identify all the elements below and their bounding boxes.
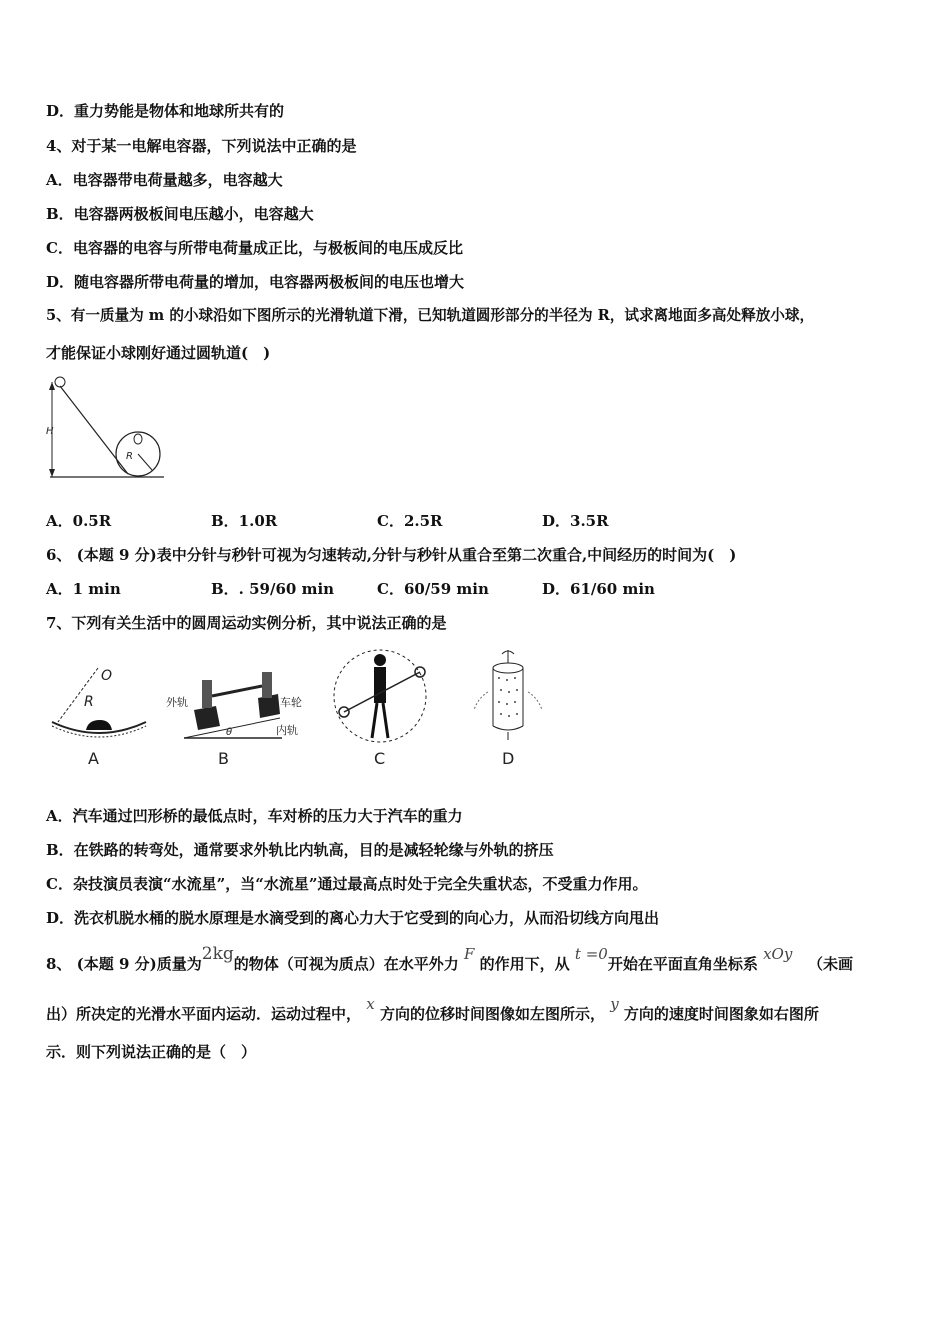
radius-line bbox=[138, 454, 152, 470]
q8-stem-line1 bbox=[46, 944, 853, 974]
q6-stem: 6、 (本题 9 分)表中分针与秒针可视为匀速转动,分针与秒针从重合至第二次重合,中间经历的时间为( ) bbox=[46, 546, 737, 564]
q7-option-a: A．汽车通过凹形桥的最低点时，车对桥的压力大于汽车的重力 bbox=[46, 807, 463, 825]
figure-a-o: O bbox=[101, 668, 113, 684]
ball-top-icon bbox=[134, 434, 142, 444]
q7-option-d: D．洗衣机脱水桶的脱水原理是水滴受到的离心力大于它受到的向心力，从而沿切线方向甩出 bbox=[46, 909, 660, 927]
q8-text-2: 的作用下，从 bbox=[479, 955, 570, 973]
q6-option-b: B．. 59/60 min bbox=[211, 580, 335, 598]
q8-text-5: 出）所决定的光滑水平面内运动．运动过程中， bbox=[46, 1005, 362, 1023]
figure-b-wheel: 车轮 bbox=[280, 696, 302, 709]
car-icon bbox=[86, 720, 112, 730]
ball-icon bbox=[55, 377, 65, 387]
q5-loop-track-figure bbox=[40, 372, 170, 484]
mass-value: 2kg bbox=[201, 944, 234, 964]
q4-option-c: C．电容器的电容与所带电荷量成正比，与极板间的电压成反比 bbox=[46, 239, 463, 257]
figure-d-label: D bbox=[502, 749, 515, 768]
figure-d-spin-drum bbox=[474, 650, 542, 768]
slope-line bbox=[60, 386, 128, 474]
q4-stem: 4、对于某一电解电容器，下列说法中正确的是 bbox=[46, 137, 357, 155]
performer-head-icon bbox=[374, 654, 386, 666]
figure-b-outer-rail: 外轨 bbox=[166, 696, 188, 709]
label-h: H bbox=[46, 426, 54, 437]
y-symbol: y bbox=[610, 995, 619, 1013]
arrow-down-icon bbox=[49, 469, 55, 477]
force-symbol: F bbox=[464, 945, 475, 963]
q5-option-c: C．2.5R bbox=[377, 512, 443, 530]
q5-stem-line1: 5、有一质量为 m 的小球沿如下图所示的光滑轨道下滑，已知轨道圆形部分的半径为 R，试求离地面多高处释放小球， bbox=[46, 307, 815, 324]
q8-stem-line2 bbox=[46, 995, 819, 1024]
q5-option-d: D．3.5R bbox=[542, 512, 609, 530]
label-r: R bbox=[126, 451, 133, 462]
q3-option-d: D．重力势能是物体和地球所共有的 bbox=[46, 102, 285, 120]
q8-text-1: 的物体（可视为质点）在水平外力 bbox=[233, 955, 459, 973]
q5-stem-line2: 才能保证小球刚好通过圆轨道( ) bbox=[46, 344, 271, 362]
q6-option-a: A．1 min bbox=[46, 580, 121, 598]
q7-figures bbox=[44, 640, 564, 770]
figure-c-water-meteor bbox=[334, 650, 426, 768]
figure-a-r: R bbox=[84, 694, 94, 710]
q6-option-d: D．61/60 min bbox=[542, 580, 655, 598]
q8-text-4: （未画 bbox=[807, 955, 853, 973]
figure-a-label: A bbox=[88, 749, 99, 768]
q7-option-b: B．在铁路的转弯处，通常要求外轨比内轨高，目的是减轻轮缘与外轨的挤压 bbox=[46, 841, 554, 859]
figure-b-label: B bbox=[218, 749, 229, 768]
q5-option-a: A．0.5R bbox=[46, 512, 112, 530]
time-symbol: t =0 bbox=[574, 945, 608, 963]
q8-text-7: 方向的速度时间图象如右图所 bbox=[623, 1005, 819, 1023]
q4-option-d: D．随电容器所带电荷量的增加，电容器两极板间的电压也增大 bbox=[46, 273, 465, 291]
coord-symbol: xOy bbox=[763, 945, 793, 963]
figure-b-railway bbox=[166, 672, 302, 768]
q5-option-b: B．1.0R bbox=[211, 512, 278, 530]
x-symbol: x bbox=[366, 995, 375, 1013]
figure-c-label: C bbox=[374, 749, 386, 768]
q8-number: 8、 (本题 9 分)质量为 bbox=[46, 955, 202, 973]
q7-stem: 7、下列有关生活中的圆周运动实例分析，其中说法正确的是 bbox=[46, 614, 447, 632]
q4-option-b: B．电容器两极板间电压越小，电容越大 bbox=[46, 205, 314, 223]
arrow-up-icon bbox=[49, 382, 55, 390]
q7-option-c: C．杂技演员表演“水流星”，当“水流星”通过最高点时处于完全失重状态，不受重力作用。 bbox=[46, 875, 648, 893]
q8-text-6: 方向的位移时间图像如左图所示， bbox=[379, 1005, 605, 1023]
figure-a-concave-bridge bbox=[52, 668, 146, 768]
figure-b-inner-rail: 内轨 bbox=[276, 724, 298, 737]
figure-b-theta: θ bbox=[226, 727, 233, 738]
performer-body bbox=[374, 667, 386, 703]
q8-stem-line3: 示．则下列说法正确的是（ ） bbox=[46, 1043, 257, 1061]
q4-option-a: A．电容器带电荷量越多，电容越大 bbox=[46, 171, 283, 189]
q8-text-3: 开始在平面直角坐标系 bbox=[607, 955, 758, 973]
q6-option-c: C．60/59 min bbox=[377, 580, 489, 598]
